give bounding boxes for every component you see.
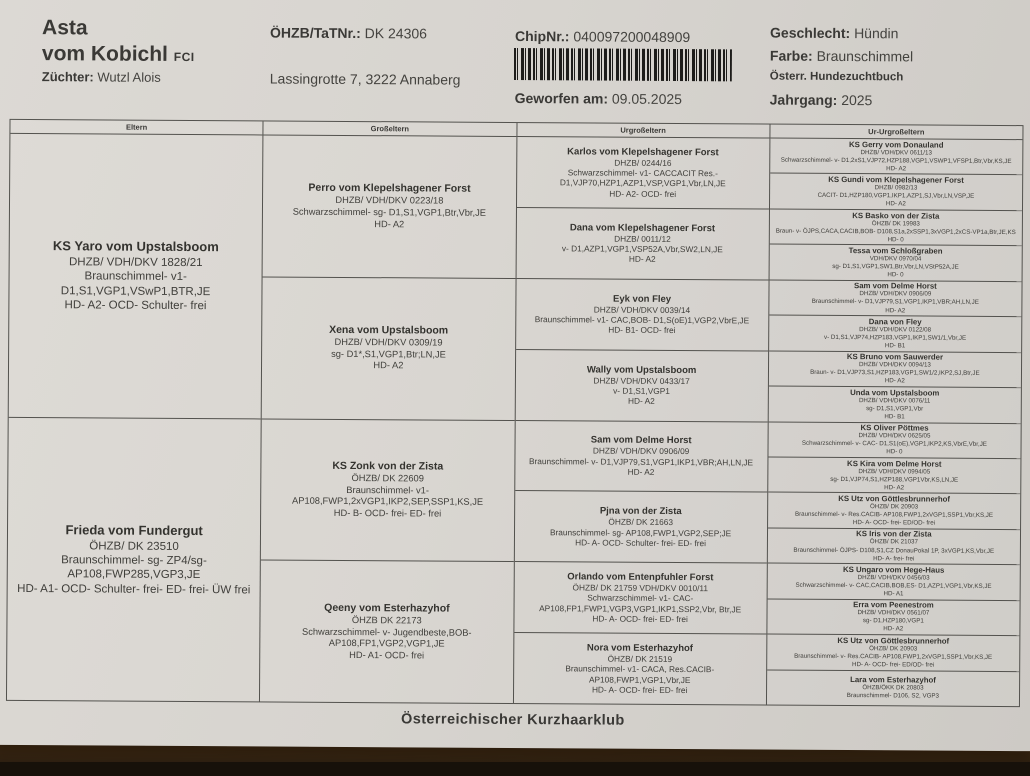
dog-entry-name: KS Gundi vom Klepelshagener Forst [828, 174, 964, 185]
dog-entry-detail: HD- A- OCD- frei- ED- frei [591, 684, 688, 695]
dog-entry-detail: Braunschimmel- v1- CAC,BOB- D1,S(oE)1,VGP2,VbrE,JE [534, 314, 750, 326]
dog-entry-detail: AP108,FP1,FWP1,VGP3,VGP1,IKP1,SSP2,Vbr, Btr,JE [539, 602, 742, 615]
dog-entry-name: Wally vom Upstalsboom [586, 363, 697, 376]
parents-entries [7, 134, 263, 702]
dog-entry-detail: HD- A2 [627, 466, 655, 477]
chip-line [515, 28, 690, 45]
dog-entry-detail: Braunschimmel- D106, S2, VGP3 [846, 692, 939, 700]
pedigree-table [6, 119, 1024, 707]
dog-entry-name: KS Kira vom Delme Horst [847, 458, 942, 469]
breeder-address: Lassingrotte 7, 3222 Annaberg [269, 70, 461, 88]
color-label: Farbe: [769, 47, 813, 64]
dog-entry-detail: DHZB/ 0982/13 [874, 184, 918, 192]
pedigree-entry [767, 670, 1019, 706]
pedigree-entry [516, 279, 769, 351]
dog-entry-detail: HD- A2- OCD- frei [609, 188, 677, 199]
dog-entry-name: KS Zonk von der Zista [332, 460, 444, 473]
pedigree-entry [768, 422, 1020, 459]
year-label: Jahrgang: [769, 91, 838, 108]
pedigree-entry [770, 209, 1022, 246]
pedigree-entry [767, 635, 1019, 672]
great-grandparents-entries [513, 137, 769, 705]
dog-entry-name: Lara vom Esterhazyhof [850, 675, 936, 685]
dog-entry-detail: HD- A1- OCD- frei [349, 649, 425, 661]
pedigree-entry [516, 137, 769, 209]
pedigree-entry [9, 134, 263, 419]
pedigree-entry [769, 316, 1021, 353]
dog-entry-name: KS Utz von Göttlesbrunnerhof [838, 493, 950, 504]
certificate-header [2, 0, 1030, 125]
dog-entry-detail: HD- 0 [886, 448, 903, 456]
pedigree-entry [514, 491, 767, 563]
dog-entry-detail: ÖHZB DK 22173 [351, 614, 422, 626]
dog-entry-detail: v- D1,S1,VGP1 [613, 385, 670, 396]
dog-entry-detail: ÖHZB/ DK 21519 [607, 653, 673, 664]
pedigree-entry [263, 135, 516, 278]
dog-entry-name: KS Yaro vom Upstalsboom [52, 238, 219, 255]
dog-entry-name: Tessa vom Schloßgraben [848, 245, 943, 256]
column-header-grosseltern: Großeltern [264, 121, 516, 137]
sex-line [770, 26, 913, 41]
dog-entry-detail: DHZB/ VDH/DKV 0906/09 [859, 290, 932, 298]
dog-entry-detail: Braun- v- ÖJPS,CACA,CACIB,BOB- D108,S1a,2xSSP1,3xVGP1,2xCS-VP1a,Btr,JE,KS [775, 227, 1016, 236]
color-line [770, 49, 913, 64]
column-great-grandparents [513, 123, 770, 705]
dog-entry-detail: HD- A- frei- frei [873, 554, 915, 563]
column-header-ur-urgrosseltern: Ur-Urgroßeltern [770, 125, 1022, 141]
dog-entry-detail: HD- A- OCD- frei- ED/OD- frei [851, 660, 935, 669]
dog-entry-name: Dana vom Klepelshagener Forst [569, 222, 716, 234]
dog-entry-detail: Schwarzschimmel- v1- CAC- [587, 592, 694, 604]
dog-entry-detail: ÖHZB/ DK 19983 [871, 219, 920, 227]
dog-entry-name: Sam vom Delme Horst [853, 281, 937, 291]
dog-entry-name: Eyk von Fley [612, 293, 672, 305]
sex-label: Geschlecht: [770, 24, 851, 42]
dog-entry-detail: HD- B1- OCD- frei [608, 324, 676, 336]
dog-entry-name: KS Bruno vom Sauwerder [846, 352, 944, 362]
dog-entry-detail: HD- A- OCD- frei- ED/OD- frei [852, 519, 936, 527]
column-great-great-grandparents [767, 125, 1023, 707]
dog-entry-detail: Braunschimmel- v- D1,VJP79,S1,VGP1,IKP1,VBR;AH,LN,JE [811, 298, 979, 307]
dog-entry-detail: DHZB/ VDH/DKV 1828/21 [68, 256, 203, 270]
great-great-grandparents-entries [767, 139, 1023, 707]
born-label: Geworfen am: [514, 89, 609, 107]
dog-entry-detail: HD- A2- OCD- Schulter- frei [64, 299, 207, 313]
dog-entry-detail: HD- B1 [884, 413, 905, 421]
dog-entry-detail: AP108,FWP1,2xVGP1,IKP2,SEP,SSP1,KS,JE [292, 496, 484, 508]
dog-entry-detail: AP108,FWP1,VGP1,Vbr,JE [588, 674, 691, 685]
dog-entry-detail: HD- A2 [885, 306, 906, 314]
dog-entry-detail: Braunschimmel- sg- ZP4/sg- [61, 554, 207, 568]
dog-entry-detail: HD- A- OCD- Schulter- frei- ED- frei [575, 537, 707, 549]
studbook-line: Österr. Hundezuchtbuch [769, 70, 904, 84]
column-header-eltern: Eltern [10, 120, 262, 136]
dog-entry-detail: DHZB/ VDH/DKV 0122/08 [859, 325, 932, 334]
breeder-label: Züchter: [41, 69, 94, 85]
born-line [515, 90, 682, 107]
dog-entry-name: Dana von Fley [868, 316, 922, 327]
dog-entry-detail: Schwarzschimmel- v1- CACCACIT Res.- [567, 167, 718, 179]
dog-entry-name: Erra vom Peenestrom [853, 600, 934, 610]
sex-value: Hündin [854, 25, 899, 42]
pedigree-entry [769, 351, 1021, 388]
dog-entry-detail: Schwarzschimmel- sg- D1,S1,VGP1,Btr,Vbr,JE [292, 206, 486, 218]
pedigree-entry [767, 564, 1019, 601]
dog-entry-name: Xena vom Upstalsboom [329, 324, 449, 337]
pedigree-entry [768, 493, 1020, 530]
dog-entry-detail: DHZB/ VDH/DKV 0906/09 [592, 445, 690, 457]
header-right-column [770, 26, 914, 116]
fci-suffix: FCI [173, 50, 195, 65]
dog-entry-detail: HD- 0 [887, 271, 904, 279]
dog-entry-detail: DHZB/ VDH/DKV 0223/18 [335, 195, 444, 207]
dog-entry-detail: DHZB/ VDH/DKV 0094/13 [858, 361, 931, 369]
year-line [770, 92, 913, 107]
pedigree-entry [514, 562, 767, 634]
dog-entry-detail: HD- A2 [373, 360, 404, 371]
dog-entry-detail: HD- A2 [883, 625, 904, 633]
dog-entry-detail: HD- 0 [887, 235, 904, 244]
pedigree-entry [770, 139, 1022, 176]
dog-entry-name: Frieda vom Fundergut [65, 521, 203, 538]
dog-entry-detail: sg- D1,HZP180,VGP1 [862, 617, 924, 625]
dog-entry-detail: Schwarzschimmel- v- CAC- D1,S1(oE),VGP1,IKP2,KS,VbrE,Vbr,JE [801, 439, 987, 449]
pedigree-entry [767, 599, 1019, 636]
dog-entry-name: KS Oliver Pöttmes [860, 423, 929, 433]
pedigree-entry [260, 561, 513, 703]
chip-label: ChipNr.: [514, 28, 570, 45]
pedigree-entry [262, 277, 515, 420]
dog-entry-detail: Braunschimmel- v1- [84, 270, 187, 284]
breeder-line [42, 69, 161, 85]
dog-entry-name: KS Basko von der Zista [852, 210, 940, 221]
grandparents-entries [260, 135, 516, 703]
dog-name-line2: vom Kobichl FCI [41, 42, 195, 67]
registry-line [270, 25, 427, 42]
dog-entry-name: Orlando vom Entenpfuhler Forst [567, 571, 714, 584]
dog-entry-detail: Braunschimmel- sg- AP108,FWP1,VGP2,SEP;JE [549, 526, 732, 538]
dog-entry-detail: v- D1,S1,VJP74,HZP183,VGP1,IKP1,SW1/1,Vbr,JE [824, 333, 967, 342]
pedigree-entry [516, 208, 769, 280]
column-parents [7, 120, 264, 702]
club-footer: Österreichischer Kurzhaarklub [401, 711, 625, 729]
registry-label: ÖHZB/TaTNr.: [270, 24, 361, 42]
born-date: 09.05.2025 [611, 90, 683, 108]
dog-entry-name: Qeeny vom Esterhazyhof [324, 601, 450, 615]
dog-entry-name: Unda vom Upstalsboom [850, 387, 940, 398]
dog-entry-detail: ÖHZB/ DK 21663 [608, 516, 674, 528]
dog-entry-detail: DHZB/ VDH/DKV 0076/11 [858, 396, 931, 405]
dog-entry-detail: Braunschimmel- v- Res.CACIB- AP108,FWP1,2xVGP1,SSP1,Vbr,KS,JE [794, 510, 994, 519]
dog-entry-detail: DHZB/ VDH/DKV 0456/03 [857, 573, 930, 582]
dog-entry-detail: Braunschimmel- ÖJPS- D108,S1,CZ DonauPokal 1P, 3xVGP1,KS,Vbr,JE [793, 546, 995, 555]
pedigree-entry [768, 457, 1020, 494]
pedigree-entry [769, 245, 1021, 282]
column-header-urgrosseltern: Urgroßeltern [517, 123, 769, 139]
dog-entry-detail: DHZB/ VDH/DKV 0309/19 [334, 337, 443, 348]
dog-entry-detail: ÖHZB/ DK 21037 [869, 538, 918, 546]
year-value: 2025 [841, 91, 873, 108]
dog-entry-name: Sam vom Delme Horst [590, 434, 692, 447]
dog-entry-detail: sg- D1*,S1,VGP1,Btr;LN,JE [331, 348, 446, 360]
pedigree-entry [515, 350, 768, 422]
dog-entry-detail: AP108,FWP285,VGP3,JE [67, 568, 201, 582]
pedigree-entry [769, 280, 1021, 317]
dog-entry-detail: Braun- v- D1,VJP73,S1,HZP183,VGP1,SW1/2,IKP2,SJ,Btr,JE [810, 369, 980, 378]
pedigree-entry [513, 633, 766, 704]
dog-entry-detail: DHZB/ VDH/DKV 0994/05 [858, 467, 931, 476]
dog-entry-detail: HD- A2 [884, 483, 905, 492]
dog-entry-detail: DHZB/ 0244/16 [614, 157, 672, 168]
dog-entry-detail: HD- A2 [374, 218, 405, 229]
dog-entry-detail: HD- A2 [628, 254, 656, 265]
dog-entry-detail: Braunschimmel- v1- [346, 484, 429, 496]
dog-entry-detail: ÖHZB/ DK 20903 [869, 503, 919, 511]
dog-name-line1: Asta [42, 16, 88, 40]
dog-entry-name: Perro vom Klepelshagener Forst [308, 182, 471, 196]
pedigree-entry [770, 174, 1022, 211]
dog-entry-detail: CACIT- D1,HZP180,VGP1,IKP1,AZP1,SJ,Vbr,LN,VSP,JE [817, 191, 975, 200]
dog-entry-detail: HD- B1 [884, 342, 906, 350]
dog-entry-detail: DHZB/ 0011/12 [614, 233, 671, 244]
dog-entry-detail: HD- A2 [884, 377, 905, 385]
pedigree-entry [768, 387, 1020, 424]
color-value: Braunschimmel [816, 47, 914, 65]
dog-entry-detail: D1,S1,VGP1,VSwP1,BTR,JE [60, 284, 211, 298]
dog-entry-detail: Schwarzschimmel- v- CAC,CACIB,BOB,ES- D1,AZP1,VGP1,Vbr,KS,JE [795, 581, 992, 590]
dog-entry-detail: ÖHZB/ DK 21759 VDH/DKV 0010/11 [572, 582, 709, 594]
dog-entry-detail: HD- A2 [628, 395, 655, 407]
dog-entry-name: KS Gerry vom Donauland [848, 139, 944, 150]
dog-entry-detail: v- D1,AZP1,VGP1,VSP52A,Vbr,SW2,LN,JE [561, 243, 723, 255]
dog-entry-detail: D1,VJP70,HZP1,AZP1,VSP,VGP1,Vbr,LN,JE [559, 177, 726, 189]
dog-entry-detail: HD- B- OCD- frei- ED- frei [333, 507, 442, 519]
dog-entry-detail: HD- A- OCD- frei- ED- frei [592, 613, 688, 625]
dog-entry-detail: DHZB/ VDH/DKV 0625/05 [858, 432, 931, 440]
pedigree-entry [261, 419, 514, 562]
dog-entry-detail: sg- D1,S1,VGP1,SW1,Btr,Vbr,LN,VStP52A,JE [832, 262, 959, 271]
registry-number: DK 24306 [364, 25, 428, 42]
dog-entry-detail: HD- A1 [883, 590, 904, 598]
dog-entry-detail: ÖHZB/ DK 22609 [351, 473, 424, 484]
breeder-name: Wutzl Alois [97, 69, 161, 85]
dog-name [42, 15, 195, 68]
dog-entry-detail: Braunschimmel- v- Res.CACIB- AP108,FWP1,2xVGP1,SSP1,Vbr,KS,JE [794, 652, 993, 661]
dog-entry-detail: DHZB/ VDH/DKV 0561/07 [857, 609, 930, 617]
dog-entry-name: Pjna von der Zista [599, 505, 682, 518]
table-edge-shadow [0, 762, 1030, 776]
dog-entry-detail: Braunschimmel- v- D1,VJP79,S1,VGP1,IKP1,VBR;AH,LN,JE [528, 455, 754, 468]
pedigree-entry [515, 421, 768, 493]
dog-entry-detail: ÖHZB/ÖKK DK 20803 [862, 684, 924, 692]
dog-entry-detail: HD- A2 [885, 200, 906, 208]
dog-entry-detail: sg- D1,S1,VGP1,Vbr [866, 404, 924, 413]
barcode-icon [514, 48, 732, 81]
dog-entry-detail: Braunschimmel- v1- CACA, Res.CACIB- [565, 663, 715, 675]
dog-entry-detail: Schwarzschimmel- v- Jugendbeste,BOB- [302, 626, 472, 638]
dog-entry-name: Karlos vom Klepelshagener Forst [567, 146, 719, 158]
dog-entry-detail: ÖHZB/ DK 20903 [869, 644, 918, 653]
dog-entry-detail: DHZB/ VDH/DKV 0039/14 [593, 304, 691, 315]
dog-entry-detail: DHZB/ VDH/DKV 0433/17 [593, 375, 690, 386]
dog-entry-detail: sg- D1,VJP74,S1,HZP188,VGP1Vbr,KS,LN,JE [830, 475, 959, 484]
dog-entry-name: KS Iris von der Zista [856, 529, 932, 539]
pedigree-entry [768, 528, 1020, 565]
dog-entry-detail: VDH/DKV 0970/04 [869, 255, 922, 263]
dog-entry-name: KS Ungaro vom Hege-Haus [842, 564, 945, 575]
pedigree-entry [7, 417, 261, 701]
dog-entry-name: Nora vom Esterhazyhof [586, 642, 694, 654]
dog-entry-name: KS Utz von Göttlesbrunnerhof [837, 635, 950, 646]
dog-entry-detail: ÖHZB/ DK 23510 [89, 539, 179, 553]
dog-entry-detail: DHZB/ VDH/DKV 0611/13 [860, 148, 932, 157]
chip-number: 040097200048909 [573, 28, 691, 46]
dog-entry-detail: AP108,FP1,VGP2,VGP1,JE [328, 637, 445, 649]
column-grandparents [260, 121, 517, 703]
dog-entry-detail: HD- A2 [886, 165, 907, 173]
dog-entry-detail: Schwarzschimmel- v- D1,2xS1,VJP72,HZP188,VGP1,VSWP1,VFSP1,Btr,Vbr,KS,JE [780, 156, 1012, 165]
dog-entry-detail: HD- A1- OCD- Schulter- frei- ED- frei- ÜW frei [17, 582, 251, 597]
